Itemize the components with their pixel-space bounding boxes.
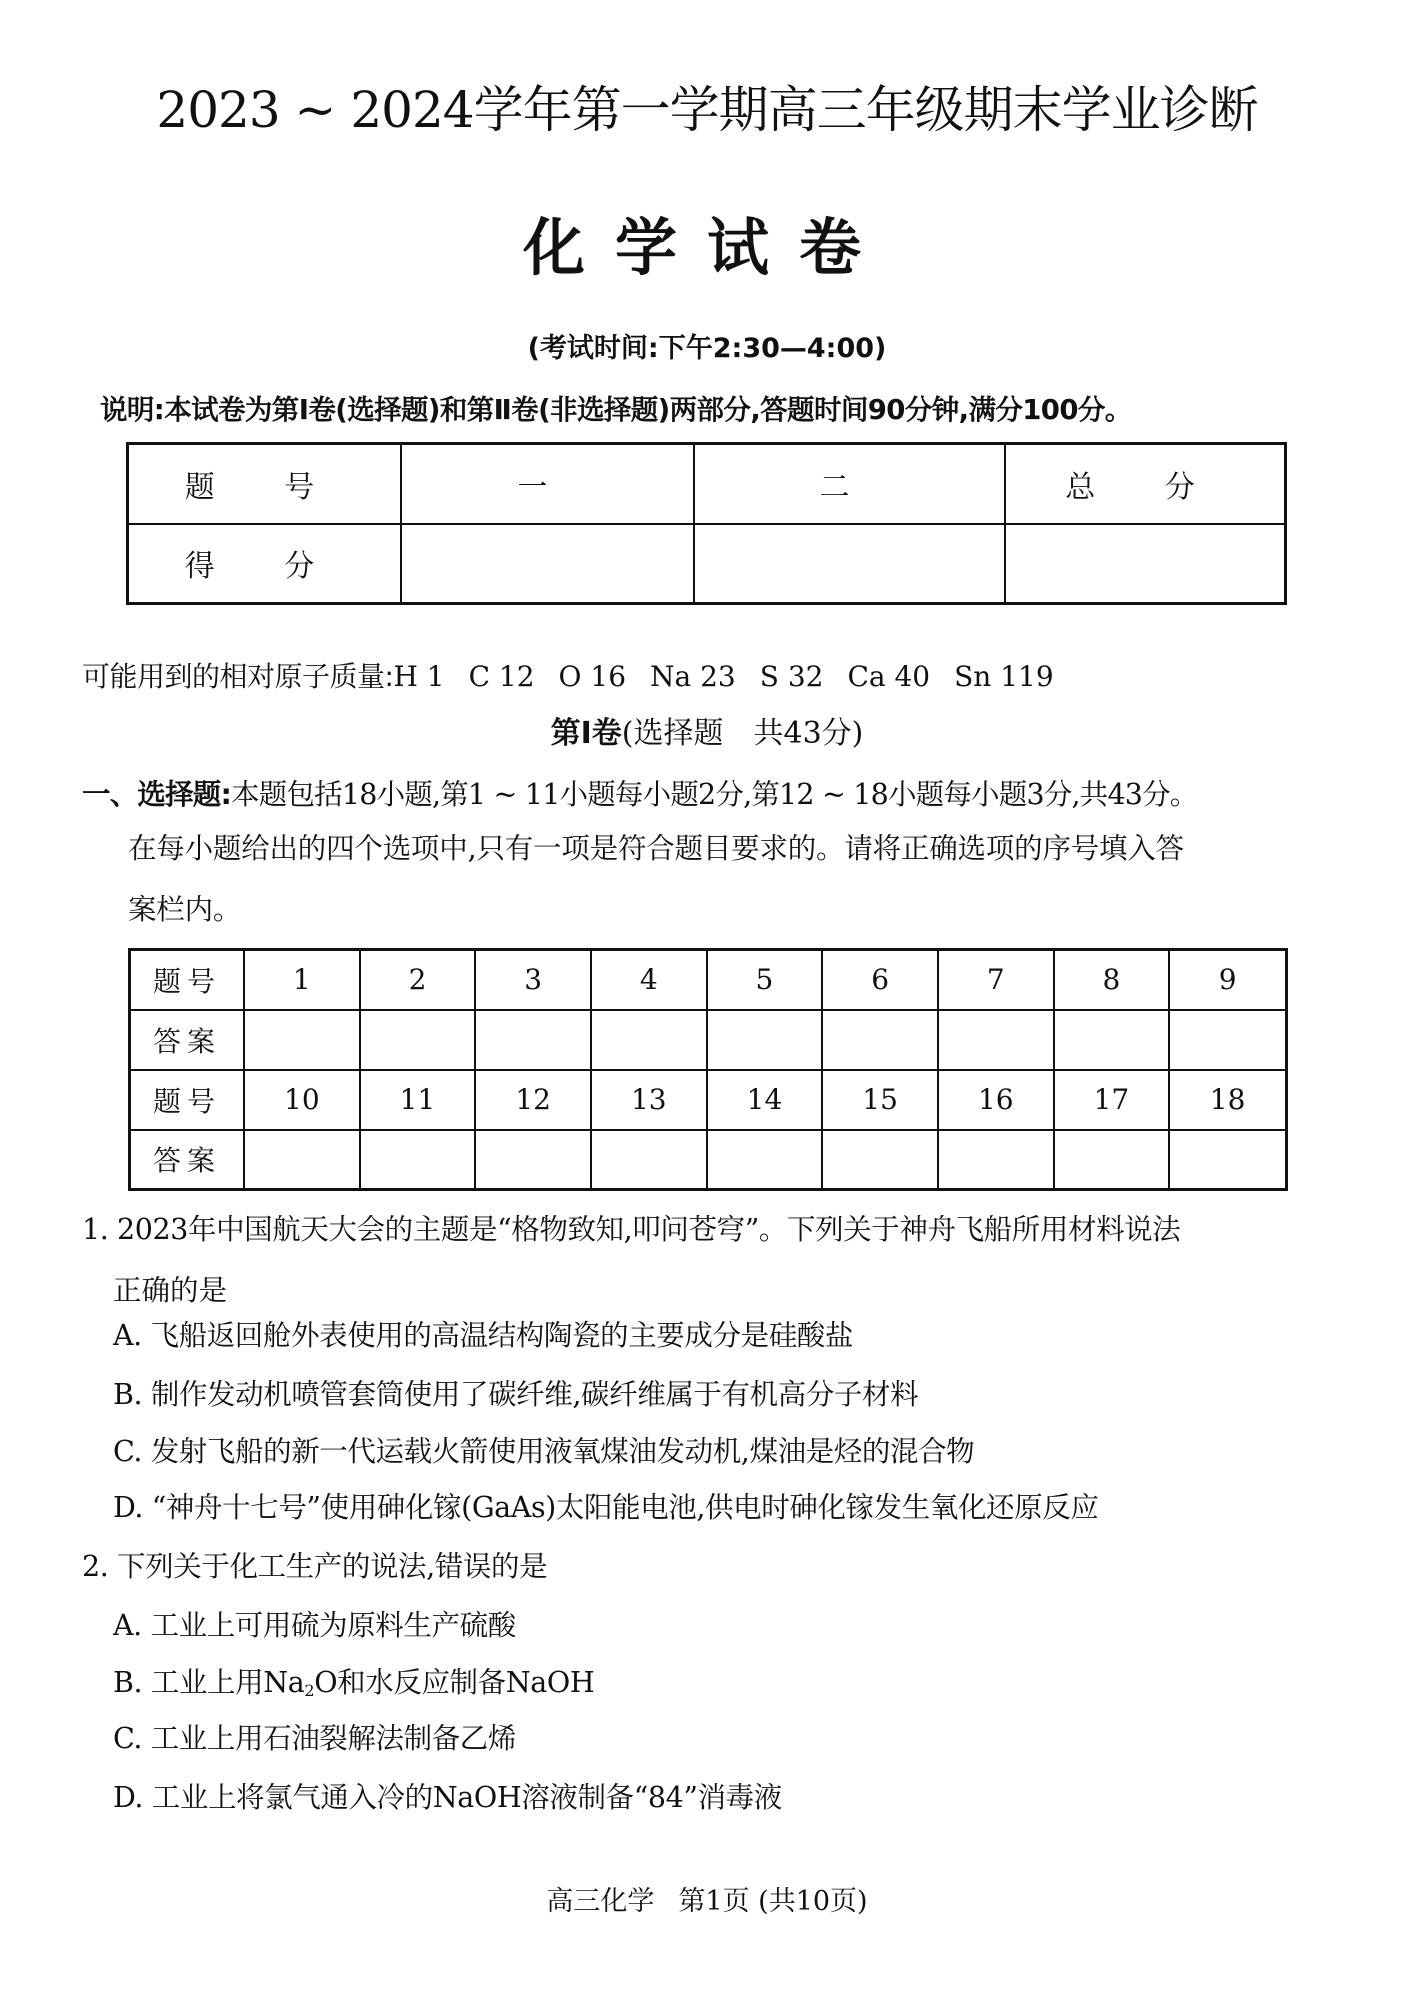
atomic-mass-item: H 1 [393,660,445,693]
page-footer [0,1884,1414,1920]
question-number: 6 [822,950,938,1010]
atomic-masses-label: 可能用到的相对原子质量: [82,660,394,693]
answer-table-number-row [130,950,1287,1010]
answer-cell[interactable] [938,1130,1054,1190]
question-number: 17 [1054,1070,1170,1130]
question-2-option-a: A. 工业上可用硫为原料生产硫酸 [113,1609,516,1642]
option-b-text-post: O和水反应制备NaOH [314,1666,595,1699]
atomic-mass-item: S 32 [759,660,824,693]
answer-cell[interactable] [1169,1010,1286,1070]
atomic-masses [82,658,1054,696]
question-2-option-b [113,1664,594,1702]
question-1-stem: 1. 2023年中国航天大会的主题是“格物致知,叩问苍穹”。下列关于神舟飞船所用材料说法 [82,1213,1181,1246]
question-number: 14 [707,1070,823,1130]
section1-line1 [82,776,1198,814]
question-number: 2 [360,950,476,1010]
score-cell[interactable] [694,524,1005,604]
question-number: 9 [1169,950,1286,1010]
question-1-option-d: D. “神舟十七号”使用砷化镓(GaAs)太阳能电池,供电时砷化镓发生氧化还原反应 [113,1491,1099,1524]
question-number: 11 [360,1070,476,1130]
answer-table-answer-row [130,1010,1287,1070]
question-2-stem: 2. 下列关于化工生产的说法,错误的是 [82,1550,548,1583]
score-table [126,442,1287,605]
answer-label: 答案 [130,1130,245,1190]
atomic-mass-item: Ca 40 [847,660,931,693]
score-cell[interactable] [1005,524,1286,604]
answer-table [128,948,1288,1191]
question-number: 3 [475,950,591,1010]
question-number-label: 题号 [130,1070,245,1130]
question-number: 5 [707,950,823,1010]
answer-cell[interactable] [475,1130,591,1190]
section1-text: 本题包括18小题,第1 ~ 11小题每小题2分,第12 ~ 18小题每小题3分,共43分。 [231,778,1198,811]
answer-cell[interactable] [244,1010,360,1070]
question-number: 7 [938,950,1054,1010]
subscript-2: 2 [304,1681,315,1700]
answer-cell[interactable] [360,1130,476,1190]
question-number: 8 [1054,950,1170,1010]
answer-label: 答案 [130,1010,245,1070]
question-number: 13 [591,1070,707,1130]
atomic-mass-item: C 12 [468,660,535,693]
question-1-option-b: B. 制作发动机喷管套筒使用了碳纤维,碳纤维属于有机高分子材料 [113,1378,919,1411]
question-number-label: 题号 [130,950,245,1010]
atomic-mass-item: O 16 [558,660,627,693]
answer-cell[interactable] [591,1130,707,1190]
section1-line2: 在每小题给出的四个选项中,只有一项是符合题目要求的。请将正确选项的序号填入答 [128,832,1184,865]
score-row-label: 得 分 [128,524,402,604]
question-1-option-c: C. 发射飞船的新一代运载火箭使用液氧煤油发动机,煤油是烃的混合物 [113,1435,975,1468]
question-number: 1 [244,950,360,1010]
footer-page-number: 第1页 (共10页) [678,1886,868,1917]
score-header-cell: 一 [401,444,694,524]
footer-subject: 高三化学 [546,1886,655,1917]
score-table-score-row [128,524,1286,604]
answer-cell[interactable] [591,1010,707,1070]
question-number: 15 [822,1070,938,1130]
exam-time: (考试时间:下午2:30—4:00) [527,333,887,364]
answer-cell[interactable] [822,1130,938,1190]
answer-cell[interactable] [475,1010,591,1070]
answer-cell[interactable] [1054,1010,1170,1070]
answer-cell[interactable] [360,1010,476,1070]
answer-cell[interactable] [244,1130,360,1190]
answer-table-number-row [130,1070,1287,1130]
score-cell[interactable] [401,524,694,604]
score-header-cell: 二 [694,444,1005,524]
answer-cell[interactable] [822,1010,938,1070]
subject-title: 化学试卷 [522,211,891,284]
answer-cell[interactable] [707,1130,823,1190]
score-table-header-row [128,444,1286,524]
question-number: 12 [475,1070,591,1130]
answer-cell[interactable] [938,1010,1054,1070]
question-number: 18 [1169,1070,1286,1130]
part1-title-strong: 第Ⅰ卷 [550,716,622,751]
section1-heading: 一、选择题: [82,778,232,811]
answer-cell[interactable] [707,1010,823,1070]
instructions: 说明:本试卷为第Ⅰ卷(选择题)和第Ⅱ卷(非选择题)两部分,答题时间90分钟,满分100分。 [100,394,1132,426]
question-1-stem-cont: 正确的是 [113,1274,228,1307]
answer-cell[interactable] [1169,1130,1286,1190]
answer-table-answer-row [130,1130,1287,1190]
exam-title: 2023 ~ 2024学年第一学期高三年级期末学业诊断 [156,81,1258,139]
part1-title-rest: (选择题 共43分) [621,716,864,751]
question-number: 4 [591,950,707,1010]
question-number: 10 [244,1070,360,1130]
score-header-cell: 总 分 [1005,444,1286,524]
atomic-mass-item: Na 23 [650,660,736,693]
question-1-option-a: A. 飞船返回舱外表使用的高温结构陶瓷的主要成分是硅酸盐 [113,1319,854,1352]
atomic-mass-item: Sn 119 [954,660,1054,693]
part1-title [0,715,1414,753]
option-b-text-pre: B. 工业上用Na [113,1666,305,1699]
question-number: 16 [938,1070,1054,1130]
section1-line3: 案栏内。 [128,893,242,926]
question-2-option-d: D. 工业上将氯气通入冷的NaOH溶液制备“84”消毒液 [113,1781,782,1814]
score-header-cell: 题 号 [128,444,402,524]
answer-cell[interactable] [1054,1130,1170,1190]
question-2-option-c: C. 工业上用石油裂解法制备乙烯 [113,1722,517,1755]
